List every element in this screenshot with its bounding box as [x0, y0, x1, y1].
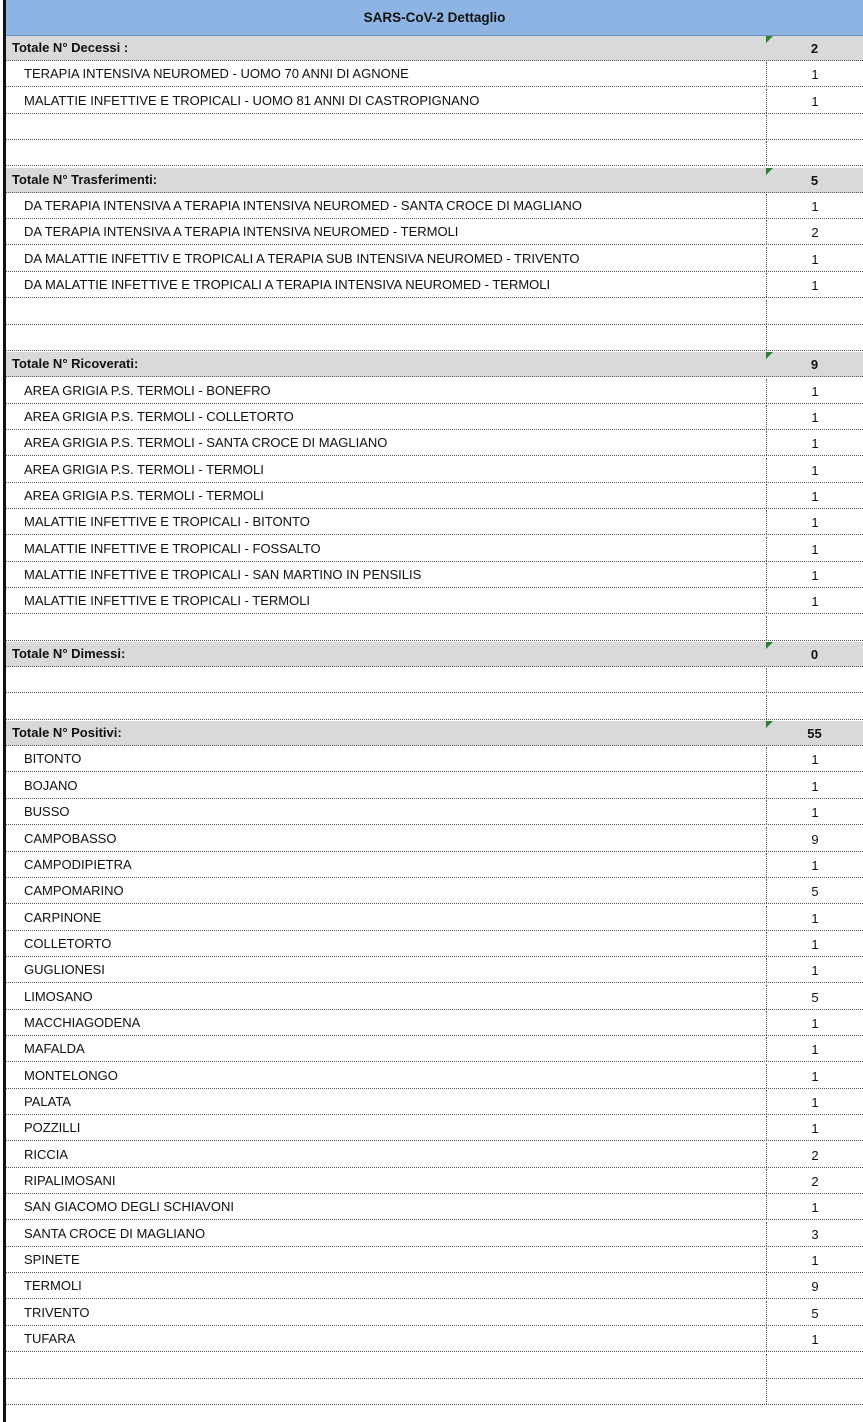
table-row	[6, 958, 863, 983]
row-value: 2	[766, 1169, 863, 1193]
row-label: DA TERAPIA INTENSIVA A TERAPIA INTENSIVA NEUROMED - SANTA CROCE DI MAGLIANO	[24, 198, 582, 214]
row-value: 1	[766, 405, 863, 429]
table-row	[6, 62, 863, 87]
section-total-label: Totale N° Trasferimenti:	[12, 171, 158, 187]
table-row	[6, 853, 863, 878]
row-label: MACCHIAGODENA	[24, 1014, 141, 1030]
empty-cell	[6, 115, 766, 139]
row-label: AREA GRIGIA P.S. TERMOLI - TERMOLI	[24, 461, 264, 477]
row-value: 3	[766, 1222, 863, 1246]
table-row	[6, 747, 863, 772]
empty-row	[6, 326, 863, 351]
row-label: TUFARA	[24, 1331, 76, 1347]
row-value: 1	[766, 62, 863, 86]
row-value: 1	[766, 1037, 863, 1061]
row-label: AREA GRIGIA P.S. TERMOLI - TERMOLI	[24, 487, 264, 503]
section-total-value: 2	[810, 41, 819, 56]
row-value: 1	[766, 89, 863, 113]
row-value: 1	[766, 853, 863, 877]
empty-value-cell	[766, 141, 863, 165]
table-row	[6, 879, 863, 904]
row-value: 9	[766, 827, 863, 851]
row-label: MALATTIE INFETTIVE E TROPICALI - TERMOLI	[24, 593, 311, 609]
table-row	[6, 1169, 863, 1194]
row-label: BITONTO	[24, 751, 82, 767]
row-value: 1	[766, 484, 863, 508]
table-row	[6, 379, 863, 404]
row-value: 1	[766, 510, 863, 534]
row-value: 1	[766, 1090, 863, 1114]
section-total-row	[6, 352, 863, 377]
row-value: 1	[766, 774, 863, 798]
table-row	[6, 932, 863, 957]
row-label: CAMPOBASSO	[24, 830, 117, 846]
section-total-label: Totale N° Dimessi:	[12, 646, 126, 662]
row-label: MALATTIE INFETTIVE E TROPICALI - SAN MARTINO IN PENSILIS	[24, 567, 422, 582]
row-label: POZZILLI	[24, 1120, 81, 1136]
row-value: 1	[766, 589, 863, 613]
table-row	[6, 273, 863, 298]
section-total-label: Totale N° Decessi :	[12, 40, 129, 55]
empty-value-cell	[766, 668, 863, 692]
row-label: TRIVENTO	[24, 1304, 90, 1320]
table-row	[6, 484, 863, 509]
empty-cell	[6, 616, 766, 640]
table-row	[6, 220, 863, 245]
section-total-value: 5	[810, 172, 819, 188]
row-label: CAMPOMARINO	[24, 883, 124, 899]
table-row	[6, 1222, 863, 1247]
table-row	[6, 1248, 863, 1273]
empty-row	[6, 300, 863, 325]
row-value: 5	[766, 879, 863, 903]
section-total-row	[6, 36, 863, 61]
table-row	[6, 827, 863, 852]
table-row	[6, 1274, 863, 1299]
row-value: 2	[766, 220, 863, 244]
empty-row	[6, 616, 863, 641]
row-label: SANTA CROCE DI MAGLIANO	[24, 1225, 206, 1241]
table-row	[6, 1116, 863, 1141]
empty-value-cell	[766, 326, 863, 350]
row-value: 1	[766, 932, 863, 956]
row-value: 1	[766, 563, 863, 587]
row-value: 2	[766, 1143, 863, 1167]
row-label: CARPINONE	[24, 909, 102, 925]
row-label: MALATTIE INFETTIVE E TROPICALI - FOSSALTO	[24, 540, 321, 556]
row-label: SPINETE	[24, 1252, 80, 1268]
empty-cell	[6, 1380, 766, 1404]
section-total-value: 55	[807, 726, 822, 742]
empty-row	[6, 115, 863, 140]
table-row	[6, 800, 863, 825]
table-row	[6, 1011, 863, 1036]
row-value: 1	[766, 458, 863, 482]
empty-row	[6, 1380, 863, 1405]
empty-cell	[6, 326, 766, 350]
row-value: 9	[766, 1274, 863, 1298]
row-value: 1	[766, 379, 863, 403]
row-label: DA MALATTIE INFETTIVE E TROPICALI A TERAPIA INTENSIVA NEUROMED - TERMOLI	[24, 277, 551, 293]
row-label: RIPALIMOSANI	[24, 1173, 116, 1189]
row-label: PALATA	[24, 1094, 71, 1109]
table-row	[6, 1064, 863, 1089]
row-label: COLLETORTO	[24, 935, 112, 951]
row-value: 1	[766, 906, 863, 930]
row-value: 1	[766, 273, 863, 297]
table-row	[6, 458, 863, 483]
row-label: RICCIA	[24, 1146, 69, 1162]
empty-value-cell	[766, 695, 863, 719]
row-value: 1	[766, 800, 863, 824]
empty-row	[6, 1354, 863, 1379]
table-row	[6, 1037, 863, 1062]
section-total-value: 0	[810, 647, 819, 663]
row-label: DA MALATTIE INFETTIV E TROPICALI A TERAPIA SUB INTENSIVA NEUROMED - TRIVENTO	[24, 250, 580, 266]
row-label: TERAPIA INTENSIVA NEUROMED - UOMO 70 ANNI DI AGNONE	[24, 66, 409, 82]
table-row	[6, 589, 863, 614]
row-value: 1	[766, 247, 863, 271]
table-row	[6, 510, 863, 535]
row-value: 1	[766, 1116, 863, 1140]
table-row	[6, 1143, 863, 1168]
row-label: MALATTIE INFETTIVE E TROPICALI - BITONTO	[24, 514, 310, 530]
row-value: 5	[766, 1301, 863, 1325]
row-label: CAMPODIPIETRA	[24, 856, 132, 872]
section-total-row	[6, 642, 863, 667]
empty-cell	[6, 695, 766, 719]
table-row	[6, 1301, 863, 1326]
table-row	[6, 537, 863, 562]
row-label: BOJANO	[24, 777, 78, 793]
row-value: 1	[766, 1064, 863, 1088]
row-value: 1	[766, 747, 863, 771]
empty-cell	[6, 1354, 766, 1378]
row-value: 1	[766, 1195, 863, 1219]
row-label: AREA GRIGIA P.S. TERMOLI - SANTA CROCE DI MAGLIANO	[24, 435, 388, 451]
section-total-value: 9	[810, 357, 819, 373]
row-value: 1	[766, 1327, 863, 1351]
row-label: AREA GRIGIA P.S. TERMOLI - COLLETORTO	[24, 408, 294, 424]
table-row	[6, 774, 863, 799]
table-row	[6, 431, 863, 456]
row-label: GUGLIONESI	[24, 962, 105, 978]
table-row	[6, 906, 863, 931]
row-value: 1	[766, 1011, 863, 1035]
row-value: 1	[766, 1248, 863, 1272]
table-row	[6, 563, 863, 588]
table-row	[6, 1195, 863, 1220]
row-label: DA TERAPIA INTENSIVA A TERAPIA INTENSIVA NEUROMED - TERMOLI	[24, 224, 459, 240]
empty-value-cell	[766, 616, 863, 640]
empty-value-cell	[766, 115, 863, 139]
empty-row	[6, 141, 863, 166]
row-label: AREA GRIGIA P.S. TERMOLI - BONEFRO	[24, 382, 271, 398]
table-row	[6, 405, 863, 430]
row-label: LIMOSANO	[24, 988, 93, 1004]
table-row	[6, 89, 863, 114]
row-label: BUSSO	[24, 804, 70, 820]
empty-value-cell	[766, 1380, 863, 1404]
section-total-row	[6, 721, 863, 746]
empty-cell	[6, 141, 766, 165]
section-total-label: Totale N° Ricoverati:	[12, 356, 139, 372]
empty-row	[6, 695, 863, 720]
empty-value-cell	[766, 300, 863, 324]
table-row	[6, 1090, 863, 1115]
empty-cell	[6, 668, 766, 692]
table-row	[6, 1327, 863, 1352]
row-value: 1	[766, 431, 863, 455]
table-row	[6, 194, 863, 219]
empty-row	[6, 668, 863, 693]
table-row	[6, 247, 863, 272]
empty-cell	[6, 300, 766, 324]
section-total-row	[6, 168, 863, 193]
row-label: TERMOLI	[24, 1278, 82, 1294]
row-label: MONTELONGO	[24, 1067, 118, 1083]
row-value: 1	[766, 958, 863, 982]
section-total-label: Totale N° Positivi:	[12, 725, 122, 741]
table-row	[6, 985, 863, 1010]
row-value: 1	[766, 537, 863, 561]
row-value: 1	[766, 194, 863, 218]
empty-value-cell	[766, 1354, 863, 1378]
row-label: SAN GIACOMO DEGLI SCHIAVONI	[24, 1199, 234, 1215]
row-label: MAFALDA	[24, 1041, 85, 1057]
sheet-title: SARS-CoV-2 Dettaglio	[6, 0, 863, 36]
row-value: 5	[766, 985, 863, 1009]
row-label: MALATTIE INFETTIVE E TROPICALI - UOMO 81 ANNI DI CASTROPIGNANO	[24, 92, 480, 108]
